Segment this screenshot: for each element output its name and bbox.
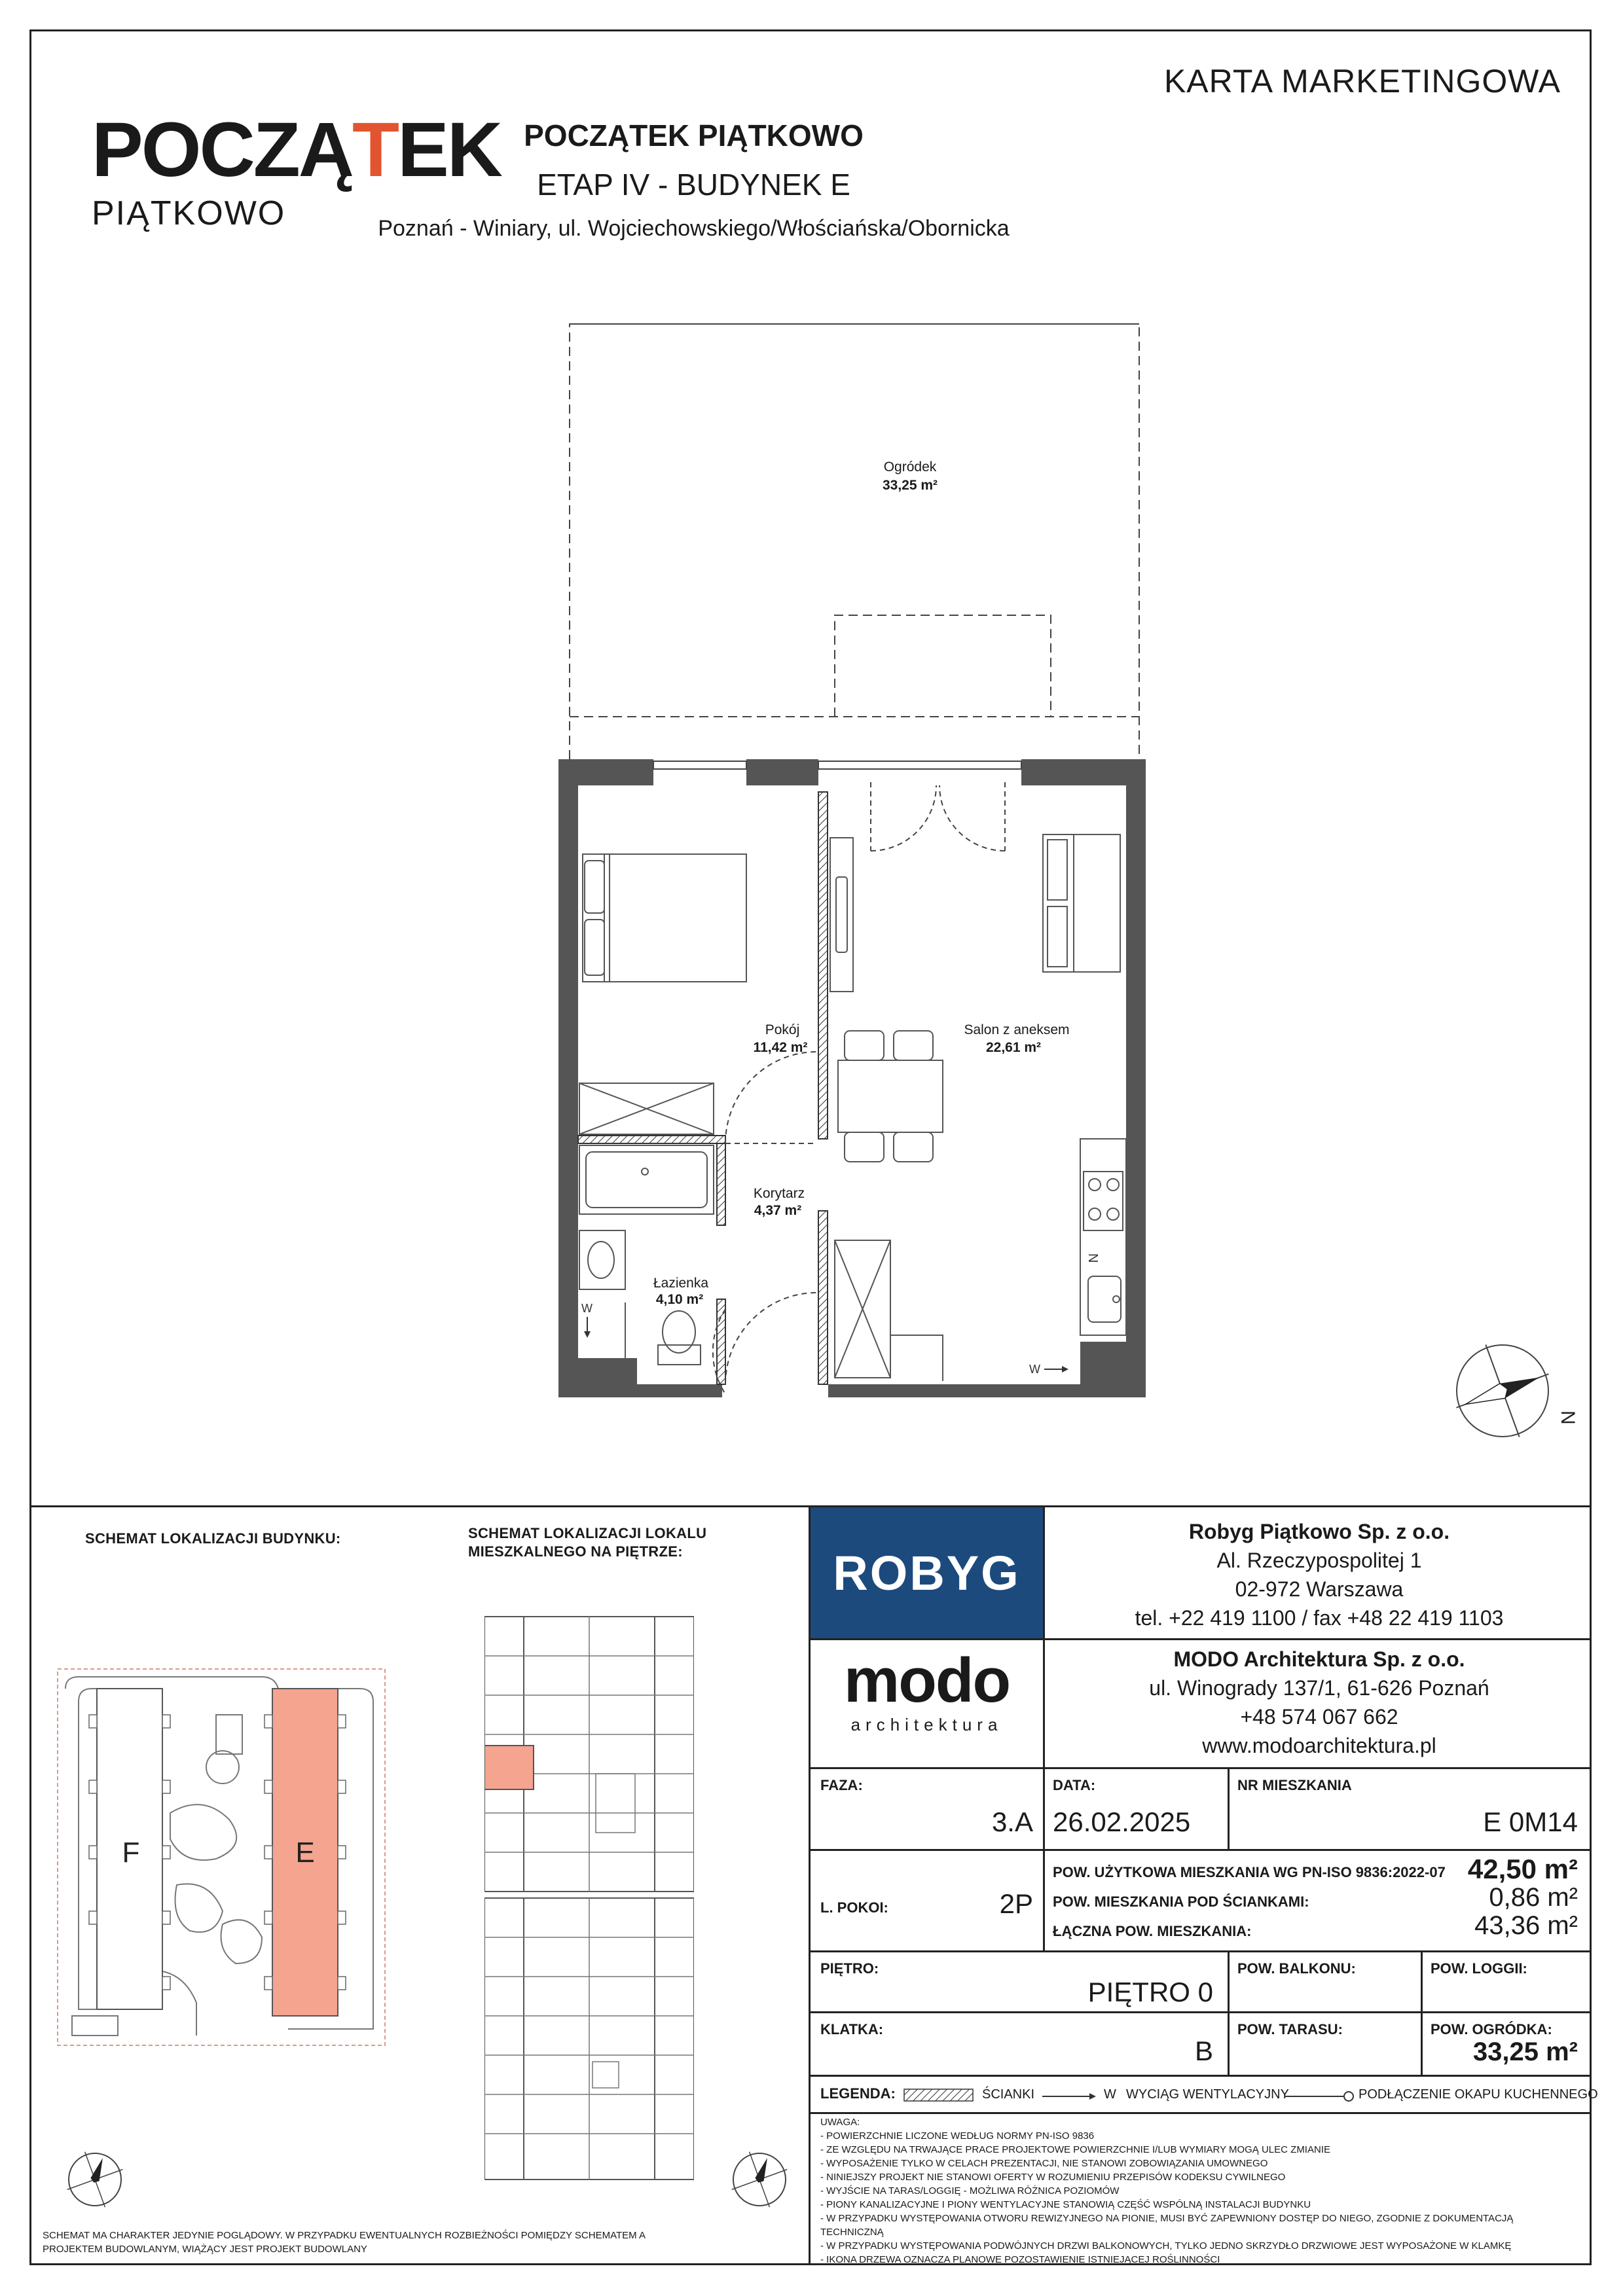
total-area-value: 43,36 m²: [1474, 1911, 1578, 1940]
unit-number-label: NR MIESZKANIA: [1237, 1777, 1352, 1793]
divider-after-phase: [811, 1849, 1592, 1851]
wardrobe: [579, 1083, 714, 1134]
bedroom-area: 11,42 m²: [753, 1040, 808, 1055]
building-e-label: E: [295, 1837, 315, 1869]
svg-text:W: W: [581, 1302, 593, 1315]
floor-value: PIĘTRO 0: [1087, 1977, 1213, 2007]
logo-sub: PIĄTKOWO: [92, 194, 286, 232]
disclaimer-line-2: PROJEKTEM BUDOWLANYM, WIĄŻĄCY JEST PROJEKT BUDOWLANY: [43, 2244, 367, 2255]
date-value: 26.02.2025: [1053, 1806, 1191, 1837]
staircase-value: B: [1194, 2036, 1213, 2066]
rooms-label: L. POKOI:: [820, 1899, 888, 1916]
legend-vent-mark: W: [1104, 2087, 1116, 2102]
developer-city: 02-972 Warszawa: [1235, 1577, 1404, 1601]
divider-after-developer: [811, 1638, 1592, 1640]
living-label: Salon z aneksem: [964, 1022, 1070, 1037]
balcony-label: POW. BALKONU:: [1237, 1960, 1356, 1977]
bathroom-area: 4,10 m²: [655, 1292, 704, 1307]
unit-schema-label-2: MIESZKALNEGO NA PIĘTRZE:: [468, 1543, 683, 1560]
unit-number-value: E 0M14: [1483, 1806, 1578, 1837]
modo-logo: [811, 1645, 1043, 1735]
note-line: - POWIERZCHNIE LICZONE WEDŁUG NORMY PN-ISO 9836: [820, 2130, 1095, 2142]
divider-before-legend: [811, 2075, 1592, 2077]
toilet: [658, 1311, 701, 1365]
note-line: - PIONY KANALIZACYJNE I PIONY WENTYLACYJNE STANOWIĄ CZĘŚĆ WSPÓLNĄ INSTALACJI BUDYNKU: [820, 2199, 1311, 2210]
corridor-label: Korytarz: [753, 1186, 805, 1201]
divider-after-floor: [811, 2011, 1592, 2013]
building-schema-map: [52, 1662, 393, 2049]
divider-after-areas: [811, 1950, 1592, 1952]
developer-street: Al. Rzeczypospolitej 1: [1216, 1549, 1422, 1572]
unit-schema-label-1: SCHEMAT LOKALIZACJI LOKALU: [468, 1525, 707, 1541]
notes-block: [820, 2115, 1586, 2267]
architect-web: www.modoarchitektura.pl: [1202, 1734, 1436, 1757]
building-f-label: F: [122, 1837, 140, 1869]
corridor-area: 4,37 m²: [754, 1203, 802, 1218]
bathroom-label: Łazienka: [653, 1276, 709, 1291]
phase-label: FAZA:: [820, 1777, 863, 1793]
vent-mark-bath: [581, 1302, 593, 1338]
hood-connection-icon: [1283, 2090, 1355, 2103]
modo-logo-main: modo: [843, 1645, 1010, 1715]
total-area-label: ŁĄCZNA POW. MIESZKANIA:: [1053, 1923, 1252, 1939]
dining-table: [838, 1031, 943, 1162]
architect-name: MODO Architektura Sp. z o.o.: [1173, 1647, 1465, 1671]
legend-label: LEGENDA:: [820, 2085, 896, 2102]
outer-walls: [558, 759, 1146, 1397]
garden-area: 33,25 m²: [882, 478, 938, 493]
disclaimer-line-1: SCHEMAT MA CHARAKTER JEDYNIE POGLĄDOWY. W PRZYPADKU EWENTUALNYCH ROZBIEŻNOŚCI POMIĘDZY SCHEMATEM A: [43, 2230, 646, 2241]
tv-unit: [830, 838, 853, 992]
architect-street: ul. Winogrady 137/1, 61-626 Poznań: [1149, 1676, 1489, 1700]
logo-main-part-a: POCZĄ: [92, 107, 352, 193]
card-type-title: KARTA MARKETINGOWA: [1163, 63, 1561, 99]
date-unit-divider: [1228, 1767, 1230, 1849]
usable-area-value: 42,50 m²: [1467, 1854, 1578, 1884]
compass-n-label: N: [1557, 1410, 1578, 1425]
project-name: POCZĄTEK PIĄTKOWO: [524, 118, 864, 152]
logo-main-part-c: EK: [397, 107, 501, 193]
note-line: - NINIEJSZY PROJEKT NIE STANOWI OFERTY W ROZUMIENIU PRZEPISÓW KODEKSU CYWILNEGO: [820, 2172, 1286, 2183]
note-line: - IKONA DRZEWA OZNACZA PLANOWE POZOSTAWIENIE ISTNIEJĄCEJ ROŚLINNOŚCI: [820, 2254, 1220, 2265]
bedroom-door: [725, 1052, 817, 1143]
slope-area-label: POW. MIESZKANIA POD ŚCIANKAMI:: [1053, 1893, 1309, 1910]
phase-date-divider: [1043, 1767, 1045, 1849]
garden-area-value: 33,25 m²: [1472, 2037, 1578, 2066]
legend-hood: PODŁĄCZENIE OKAPU KUCHENNEGO: [1359, 2087, 1598, 2102]
rooms-value: 2P: [999, 1888, 1033, 1919]
project-stage: ETAP IV - BUDYNEK E: [537, 168, 850, 202]
garden-area-label: POW. OGRÓDKA:: [1431, 2021, 1552, 2037]
bedroom-label: Pokój: [765, 1022, 800, 1037]
phase-value: 3.A: [991, 1806, 1033, 1837]
bathtub: [579, 1145, 714, 1214]
note-line: TECHNICZNĄ: [820, 2227, 884, 2238]
logo-main-accent: T: [352, 107, 398, 193]
legend-vent: WYCIĄG WENTYLACYJNY: [1126, 2087, 1289, 2102]
developer-name: Robyg Piątkowo Sp. z o.o.: [1188, 1520, 1450, 1543]
vent-mark-kitchen: [1029, 1363, 1068, 1376]
loggia-label: POW. LOGGII:: [1431, 1960, 1527, 1977]
windows: [653, 761, 1021, 769]
schema-disclaimer: [43, 2229, 795, 2256]
staircase-label: KLATKA:: [820, 2021, 884, 2037]
modo-logo-sub: architektura: [850, 1715, 1003, 1734]
architect-phone: +48 574 067 662: [1240, 1705, 1398, 1729]
note-line: - ZE WZGLĘDU NA TRWAJĄCE PRACE PROJEKTOWE POWIERZCHNIE I/LUB WYMIARY MOGĄ ULEC ZMIANIE: [820, 2144, 1330, 2155]
vent-arrow-icon: [1041, 2090, 1100, 2103]
notes-title: UWAGA:: [820, 2117, 860, 2128]
divider-after-architect: [811, 1767, 1592, 1769]
note-line: - WYPOSAŻENIE TYLKO W CELACH PREZENTACJI, NIE STANOWI ZOBOWIĄZANIA UMOWNEGO: [820, 2158, 1268, 2169]
sink: [579, 1230, 625, 1289]
divider-before-notes: [811, 2112, 1592, 2114]
compass-icon-small-2: [727, 2147, 792, 2212]
garden-outline: [570, 324, 1139, 759]
svg-text:W: W: [1029, 1363, 1040, 1376]
bed: [583, 854, 746, 982]
legend-walls: ŚCIANKI: [982, 2087, 1035, 2102]
garden-label: Ogródek: [883, 459, 937, 475]
robyg-logo: ROBYG: [811, 1507, 1043, 1638]
unit-floor-schema: [484, 1610, 694, 2186]
logo-column-divider: [1043, 1505, 1045, 1767]
highlighted-unit: [484, 1746, 534, 1789]
note-line: - W PRZYPADKU WYSTĘPOWANIA PODWÓJNYCH DRZWI BALKONOWYCH, TYLKO JEDNO SKRZYDŁO DRZWIOWE JEST WYPOSAŻONE W KLAMKĘ: [820, 2240, 1512, 2251]
walls-hatch-swatch: [903, 2088, 976, 2104]
developer-info: [1048, 1517, 1591, 1632]
compass-icon-small-1: [62, 2147, 128, 2212]
fridge-mark: N: [1085, 1253, 1100, 1263]
terrace-label: POW. TARASU:: [1237, 2021, 1343, 2037]
note-line: - WYJŚCIE NA TARAS/LOGGIĘ - MOŻLIWA RÓŻNICA POZIOMÓW: [820, 2185, 1120, 2197]
living-area: 22,61 m²: [985, 1040, 1042, 1055]
sofa: [1043, 834, 1120, 972]
note-line: - W PRZYPADKU WYSTĘPOWANIA OTWORU REWIZYJNEGO NA PIONIE, MUSI BYĆ ZAPEWNIONY DOSTĘP DO NIEGO, ZGODNIE Z DOKUMENTACJĄ: [820, 2213, 1514, 2224]
rooms-area-divider: [1043, 1849, 1045, 1950]
developer-phone: tel. +22 419 1100 / fax +48 22 419 1103: [1135, 1606, 1504, 1630]
project-address: Poznań - Winiary, ul. Wojciechowskiego/Włościańska/Obornicka: [378, 216, 1010, 241]
bathroom-door: [725, 1293, 817, 1384]
floor-label: PIĘTRO:: [820, 1960, 879, 1977]
date-label: DATA:: [1053, 1777, 1096, 1793]
usable-area-label: POW. UŻYTKOWA MIESZKANIA WG PN-ISO 9836:2022-07: [1053, 1864, 1446, 1880]
balcony-door: [871, 782, 1005, 851]
architect-info: [1048, 1645, 1591, 1760]
compass-icon: [1457, 1345, 1549, 1437]
building-schema-label: SCHEMAT LOKALIZACJI BUDYNKU:: [85, 1530, 341, 1547]
slope-area-value: 0,86 m²: [1489, 1883, 1578, 1912]
